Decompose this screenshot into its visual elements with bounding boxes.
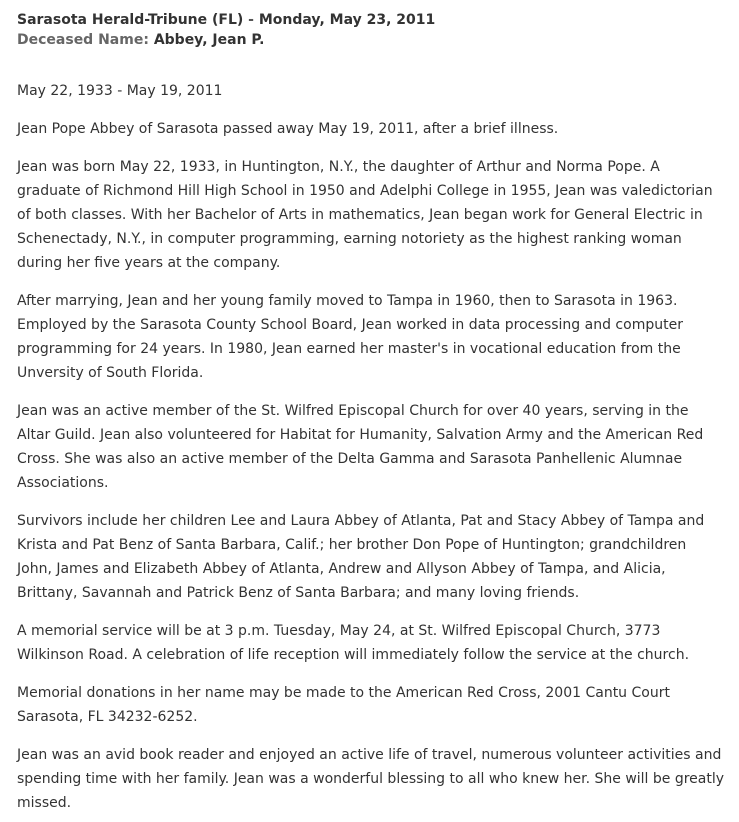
obituary-paragraph: Jean was born May 22, 1933, in Huntington, N.Y., the daughter of Arthur and Norma Pope. A graduate of Richmond Hill High School in 1950 and Adelphi College in 1955, Jean was valedictorian of both classes. With her Bachelor of Arts in mathematics, Jean began work for General Electric in Schenectady, N.Y., in computer programming, earning notoriety as the highest ranking woman during her five years at the company. — [17, 159, 713, 271]
obituary-paragraph: Jean Pope Abbey of Sarasota passed away May 19, 2011, after a brief illness. — [17, 121, 559, 137]
header-separator: - — [243, 12, 259, 28]
publication-header — [17, 10, 725, 30]
obituary-paragraph: A memorial service will be at 3 p.m. Tuesday, May 24, at St. Wilfred Episcopal Church, 3773 Wilkinson Road. A celebration of life reception will immediately follow the service at the church. — [17, 623, 690, 663]
obituary-paragraph: Jean was an active member of the St. Wilfred Episcopal Church for over 40 years, serving in the Altar Guild. Jean also volunteered for Habitat for Humanity, Salvation Army and the American Red Cross. She was also an active member of the Delta Gamma and Sarasota Panhellenic Alumnae Associations. — [17, 403, 704, 491]
obituary-paragraph: Survivors include her children Lee and Laura Abbey of Atlanta, Pat and Stacy Abbey of Tampa and Krista and Pat Benz of Santa Barbara, Calif.; her brother Don Pope of Huntington; grandchildren John, James and Elizabeth Abbey of Atlanta, Andrew and Allyson Abbey of Tampa, and Alicia, Brittany, Savannah and Patrick Benz of Santa Barbara; and many loving friends. — [17, 513, 705, 601]
life-dates: May 22, 1933 - May 19, 2011 — [17, 83, 223, 99]
deceased-name-label: Deceased Name: — [17, 32, 149, 48]
deceased-name: Abbey, Jean P. — [153, 32, 265, 48]
publication-date: Monday, May 23, 2011 — [258, 12, 436, 28]
obituary-paragraph: Jean was an avid book reader and enjoyed an active life of travel, numerous volunteer activities and spending time with her family. Jean was a wonderful blessing to all who knew her. She will be greatly missed. — [17, 747, 725, 811]
publication-name: Sarasota Herald-Tribune (FL) — [17, 12, 244, 28]
deceased-name-line — [17, 30, 725, 50]
obituary-paragraph: After marrying, Jean and her young family moved to Tampa in 1960, then to Sarasota in 1963. Employed by the Sarasota County School Board, Jean worked in data processing and computer programming for 24 years. In 1980, Jean earned her master's in vocational education from the Unversity of South Florida. — [17, 293, 683, 381]
obituary-paragraph: Memorial donations in her name may be made to the American Red Cross, 2001 Cantu Court Sarasota, FL 34232-6252. — [17, 685, 670, 725]
